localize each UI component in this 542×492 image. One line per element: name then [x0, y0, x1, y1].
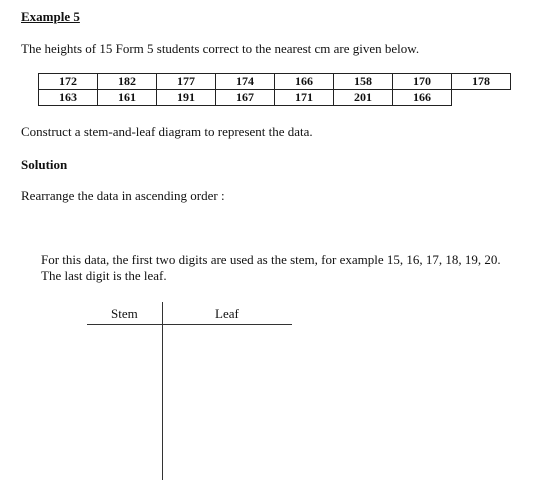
table-cell: 191 — [157, 90, 216, 106]
rearrange-text: Rearrange the data in ascending order : — [21, 188, 225, 203]
table-cell: 177 — [157, 74, 216, 90]
stem-header: Stem — [111, 306, 138, 321]
table-cell: 178 — [452, 74, 511, 90]
table-cell-empty — [452, 90, 511, 106]
stem-explanation-line1: For this data, the first two digits are used as the stem, for example 15, 16, 17, 18, 19, 20. — [41, 252, 501, 267]
table-cell: 174 — [216, 74, 275, 90]
table-cell: 166 — [393, 90, 452, 106]
table-cell: 170 — [393, 74, 452, 90]
table-row — [39, 74, 511, 90]
heights-table — [38, 73, 511, 106]
table-cell: 171 — [275, 90, 334, 106]
leaf-header: Leaf — [215, 306, 239, 321]
diagram-horizontal-rule — [87, 324, 292, 325]
stem-explanation-line2: The last digit is the leaf. — [41, 268, 167, 283]
solution-heading: Solution — [21, 157, 68, 172]
example-title: Example 5 — [21, 9, 80, 24]
intro-text: The heights of 15 Form 5 students correct to the nearest cm are given below. — [21, 41, 420, 56]
table-cell: 172 — [39, 74, 98, 90]
table-cell: 167 — [216, 90, 275, 106]
table-row — [39, 90, 511, 106]
table-cell: 163 — [39, 90, 98, 106]
question-text: Construct a stem-and-leaf diagram to represent the data. — [21, 124, 313, 139]
table-cell: 201 — [334, 90, 393, 106]
table-cell: 182 — [98, 74, 157, 90]
table-cell: 166 — [275, 74, 334, 90]
table-cell: 158 — [334, 74, 393, 90]
table-cell: 161 — [98, 90, 157, 106]
diagram-vertical-rule — [162, 302, 163, 480]
